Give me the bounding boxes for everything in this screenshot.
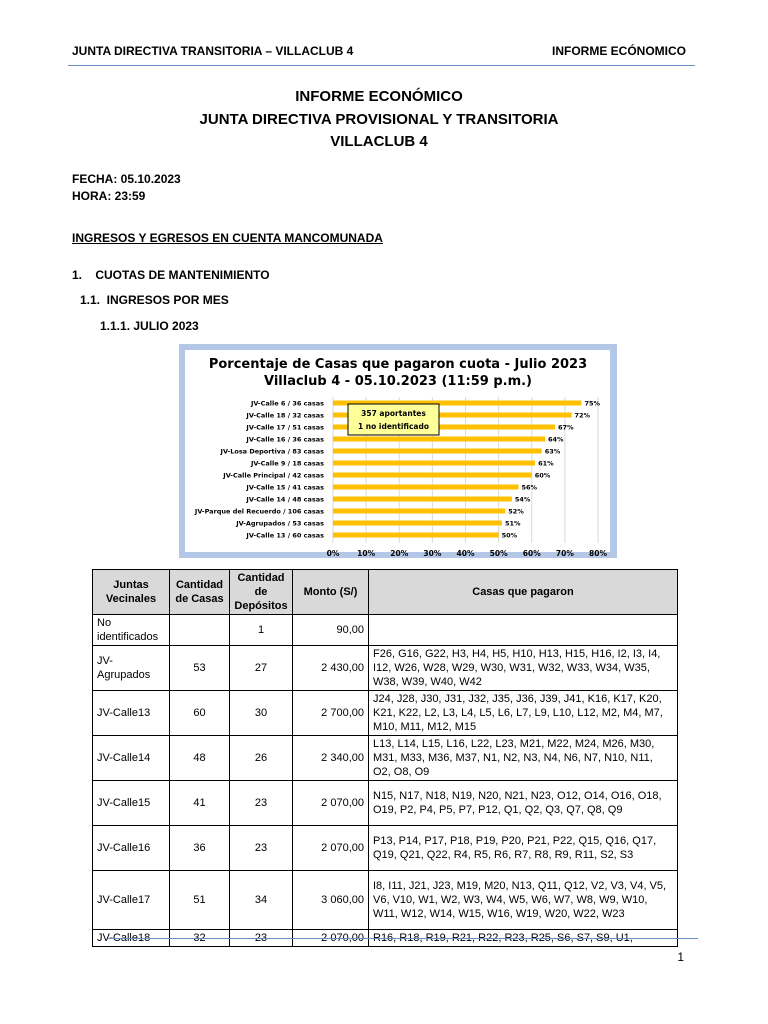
chart-category-label: JV-Calle Principal / 42 casas <box>223 471 324 480</box>
chart-bar <box>333 461 535 466</box>
chart-category-label: JV-Calle 16 / 36 casas <box>246 435 324 444</box>
col-header-casas: Cantidad de Casas <box>170 570 230 615</box>
col-header-depositos: Cantidad de Depósitos <box>230 570 293 615</box>
cell-casas-pagaron: J24, J28, J30, J31, J32, J35, J36, J39, J41, K16, K17, K20, K21, K22, L2, L3, L4, L5, L6, L7, L9, L10, L12, M2, M4, M7, M10, M11, M12, M15 <box>369 691 678 736</box>
chart-category-label: JV-Calle 13 / 60 casas <box>246 531 324 540</box>
chart-bar <box>333 533 499 538</box>
chart-value-label: 52% <box>508 507 524 516</box>
cell-casas-pagaron: L13, L14, L15, L16, L22, L23, M21, M22, M24, M26, M30, M31, M33, M36, M37, N1, N2, N3, N4, N6, N7, N10, N11, O2, O8, O9 <box>369 736 678 781</box>
chart-x-tick-label: 0% <box>326 549 340 558</box>
table-row <box>93 646 678 691</box>
chart-bar <box>333 437 545 442</box>
cell-casas-pagaron: I8, I11, J21, J23, M19, M20, N13, Q11, Q12, V2, V3, V4, V5, V6, V10, W1, W2, W3, W4, W5, W6, W7, W8, W9, W10, W11, W12, W14, W15, W16, W19, W20, W22, W23 <box>369 871 678 930</box>
chart-category-label: JV-Calle 14 / 48 casas <box>246 495 324 504</box>
report-subtitle: JUNTA DIRECTIVA PROVISIONAL Y TRANSITORIA <box>199 111 559 128</box>
chart-category-label: JV-Calle 18 / 32 casas <box>246 411 324 420</box>
chart-bar <box>333 449 542 454</box>
table-row <box>93 826 678 871</box>
chart-value-label: 75% <box>584 399 600 408</box>
chart-category-label: JV-Calle 9 / 18 casas <box>250 459 324 468</box>
cell-junta: JV-Calle18 <box>93 930 170 947</box>
payment-percentage-chart <box>179 344 617 558</box>
cell-casas: 48 <box>170 736 230 781</box>
cell-casas: 53 <box>170 646 230 691</box>
chart-x-tick-label: 80% <box>589 549 607 558</box>
chart-category-label: JV-Parque del Recuerdo / 106 casas <box>194 507 324 516</box>
cell-depositos: 23 <box>230 826 293 871</box>
chart-x-tick-label: 20% <box>390 549 409 558</box>
cell-monto: 2 430,00 <box>293 646 369 691</box>
section-heading-1-1-1: 1.1.1. JULIO 2023 <box>100 319 199 333</box>
cell-monto: 2 070,00 <box>293 826 369 871</box>
chart-annotation-line2: 1 no identificado <box>357 422 430 431</box>
running-header-left: JUNTA DIRECTIVA TRANSITORIA – VILLACLUB 4 <box>72 44 354 58</box>
chart-category-label: JV-Calle 15 / 41 casas <box>246 483 324 492</box>
chart-bar <box>333 485 519 490</box>
payments-table <box>92 569 678 947</box>
cell-casas-pagaron: P13, P14, P17, P18, P19, P20, P21, P22, Q15, Q16, Q17, Q19, Q21, Q22, R4, R5, R6, R7, R8, R9, R11, S2, S3 <box>369 826 678 871</box>
chart-value-label: 67% <box>557 423 574 432</box>
cell-junta: JV-Calle14 <box>93 736 170 781</box>
cell-junta: JV-Agrupados <box>93 646 170 691</box>
cell-junta: JV-Calle17 <box>93 871 170 930</box>
cell-casas-pagaron <box>369 615 678 646</box>
cell-casas <box>170 615 230 646</box>
chart-title: Porcentaje de Casas que pagaron cuota - Julio 2023 <box>208 357 588 372</box>
cell-casas-pagaron: F26, G16, G22, H3, H4, H5, H10, H13, H15, H16, I2, I3, I4, I12, W26, W28, W29, W30, W31, W32, W33, W34, W35, W38, W39, W40, W42 <box>369 646 678 691</box>
chart-value-label: 64% <box>548 435 564 444</box>
cell-casas: 41 <box>170 781 230 826</box>
chart-value-label: 51% <box>504 519 521 528</box>
cell-monto: 2 340,00 <box>293 736 369 781</box>
chart-x-tick-label: 40% <box>456 549 475 558</box>
col-header-juntas: Juntas Vecinales <box>93 570 170 615</box>
cell-junta: JV-Calle16 <box>93 826 170 871</box>
chart-subtitle: Villaclub 4 - 05.10.2023 (11:59 p.m.) <box>264 374 532 389</box>
cell-depositos: 1 <box>230 615 293 646</box>
page-number: 1 <box>677 950 684 964</box>
cell-depositos: 27 <box>230 646 293 691</box>
cell-junta: JV-Calle13 <box>93 691 170 736</box>
table-header-row <box>93 570 678 615</box>
cell-casas: 32 <box>170 930 230 947</box>
col-header-casas-pagaron: Casas que pagaron <box>369 570 678 615</box>
chart-value-label: 60% <box>534 471 551 480</box>
cell-depositos: 30 <box>230 691 293 736</box>
section-heading-main: INGRESOS Y EGRESOS EN CUENTA MANCOMUNADA <box>72 231 383 245</box>
chart-category-label: JV-Calle 17 / 51 casas <box>246 423 324 432</box>
chart-category-label: JV-Losa Deportiva / 83 casas <box>220 447 324 456</box>
section-heading-1: 1. CUOTAS DE MANTENIMIENTO <box>72 268 270 282</box>
cell-junta: JV-Calle15 <box>93 781 170 826</box>
report-title: INFORME ECONÓMICO <box>295 88 463 105</box>
chart-value-label: 56% <box>521 483 538 492</box>
chart-bar <box>333 509 505 514</box>
cell-monto: 3 060,00 <box>293 871 369 930</box>
chart-category-label: JV-Calle 6 / 36 casas <box>250 399 324 408</box>
cell-depositos: 34 <box>230 871 293 930</box>
chart-x-tick-label: 60% <box>522 549 541 558</box>
header-rule <box>68 65 695 66</box>
table-row <box>93 615 678 646</box>
chart-x-tick-label: 50% <box>489 549 508 558</box>
chart-x-tick-label: 30% <box>423 549 442 558</box>
chart-value-label: 54% <box>514 495 531 504</box>
cell-casas: 36 <box>170 826 230 871</box>
report-organization: VILLACLUB 4 <box>330 133 428 150</box>
cell-monto: 2 070,00 <box>293 781 369 826</box>
cell-depositos: 26 <box>230 736 293 781</box>
chart-annotation-line1: 357 aportantes <box>361 409 426 418</box>
cell-casas: 51 <box>170 871 230 930</box>
chart-value-label: 63% <box>544 447 561 456</box>
chart-x-tick-label: 10% <box>357 549 376 558</box>
chart-bar <box>333 473 532 478</box>
cell-casas-pagaron: R16, R18, R19, R21, R22, R23, R25, S6, S7, S9, U1, <box>369 930 678 947</box>
chart-bar <box>333 521 502 526</box>
footer-rule <box>108 938 698 939</box>
cell-monto: 90,00 <box>293 615 369 646</box>
section-heading-1-1: 1.1. INGRESOS POR MES <box>80 293 229 307</box>
chart-value-label: 50% <box>501 531 518 540</box>
cell-junta: No identificados <box>93 615 170 646</box>
col-header-monto: Monto (S/) <box>293 570 369 615</box>
cell-monto: 2 700,00 <box>293 691 369 736</box>
cell-casas: 60 <box>170 691 230 736</box>
chart-canvas <box>179 344 617 558</box>
chart-category-label: JV-Agrupados / 53 casas <box>236 519 324 528</box>
cell-casas-pagaron: N15, N17, N18, N19, N20, N21, N23, O12, O14, O16, O18, O19, P2, P4, P5, P7, P12, Q1, Q2, Q3, Q7, Q8, Q9 <box>369 781 678 826</box>
table-row <box>93 736 678 781</box>
table-row <box>93 781 678 826</box>
chart-x-tick-label: 70% <box>555 549 574 558</box>
chart-value-label: 61% <box>538 459 554 468</box>
chart-value-label: 72% <box>574 411 591 420</box>
cell-monto: 2 070,00 <box>293 930 369 947</box>
running-header-right: INFORME ECÓNOMICO <box>552 44 686 58</box>
report-date: FECHA: 05.10.2023 <box>72 172 181 186</box>
table-row <box>93 871 678 930</box>
report-time: HORA: 23:59 <box>72 189 146 203</box>
cell-depositos: 23 <box>230 781 293 826</box>
chart-bar <box>333 497 512 502</box>
table-row <box>93 691 678 736</box>
cell-depositos: 23 <box>230 930 293 947</box>
